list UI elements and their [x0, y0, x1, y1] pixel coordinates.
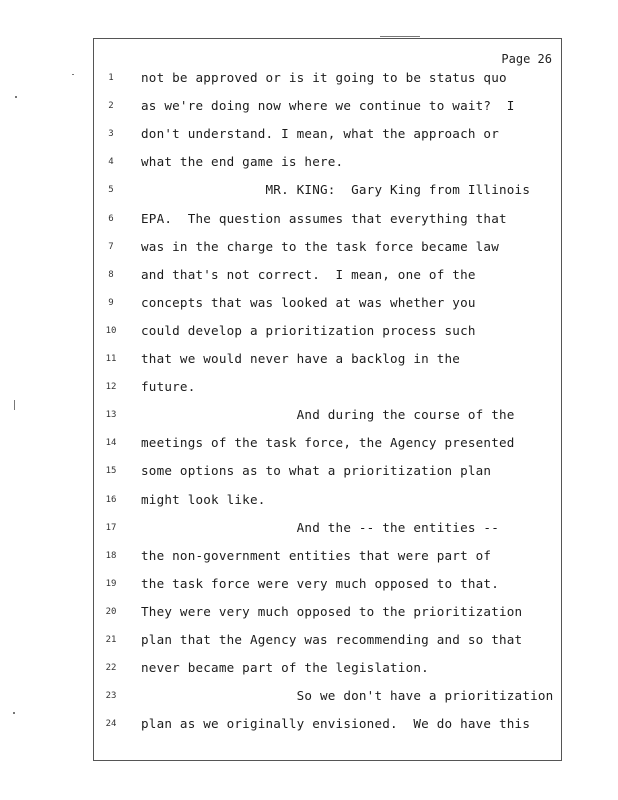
- transcript-line: [0, 656, 618, 684]
- line-number: 10: [105, 325, 117, 336]
- transcript-line: [0, 488, 618, 516]
- transcript-line: [0, 207, 618, 235]
- line-text: plan that the Agency was recommending and so that: [141, 632, 523, 647]
- transcript-line: [0, 66, 618, 94]
- line-number: 1: [108, 73, 114, 83]
- line-text: the non-government entities that were part of: [141, 547, 492, 563]
- line-text: not be approved or is it going to be status quo: [141, 70, 507, 85]
- transcript-line: [0, 150, 618, 178]
- line-number: 20: [105, 606, 117, 617]
- transcript-line: [0, 459, 618, 487]
- transcript-line: [0, 375, 618, 403]
- transcript-line: [0, 684, 618, 712]
- line-number: 24: [105, 719, 117, 730]
- line-text: some options as to what a prioritization plan: [141, 463, 492, 479]
- line-text: And the -- the entities --: [141, 519, 499, 535]
- transcript-line: [0, 347, 618, 375]
- line-number: 3: [108, 129, 114, 140]
- line-text: could develop a prioritization process such: [141, 322, 476, 338]
- page-number: Page 26: [501, 52, 552, 66]
- line-number: 13: [105, 410, 117, 421]
- line-number: 22: [105, 663, 117, 674]
- transcript-line: [0, 628, 618, 656]
- scan-speck: [14, 400, 15, 410]
- line-number: 4: [108, 157, 114, 168]
- line-text: concepts that was looked at was whether you: [141, 294, 476, 310]
- transcript-line: [0, 291, 618, 319]
- line-number: 5: [108, 185, 114, 196]
- transcript-line: [0, 516, 618, 544]
- line-text: MR. KING: Gary King from Illinois: [141, 182, 531, 198]
- line-number: 7: [108, 241, 114, 252]
- transcript-line: [0, 403, 618, 431]
- line-number: 12: [105, 382, 117, 393]
- line-text: And during the course of the: [141, 407, 515, 423]
- line-text: as we're doing now where we continue to wait? I: [141, 98, 515, 114]
- transcript-line: [0, 235, 618, 263]
- line-number: 23: [105, 691, 117, 702]
- line-text: and that's not correct. I mean, one of the: [141, 266, 476, 282]
- line-text: was in the charge to the task force became law: [141, 238, 499, 254]
- line-text: what the end game is here.: [141, 154, 344, 170]
- scan-speck: [13, 712, 15, 714]
- transcript-line: [0, 572, 618, 600]
- line-text: They were very much opposed to the prioritization: [141, 603, 523, 619]
- line-number: 8: [108, 269, 114, 280]
- line-text: that we would never have a backlog in the: [141, 351, 461, 366]
- transcript-line: [0, 431, 618, 459]
- transcript-line: [0, 544, 618, 572]
- transcript-line: [0, 263, 618, 291]
- line-text: the task force were very much opposed to that.: [141, 575, 499, 591]
- line-text: meetings of the task force, the Agency presented: [141, 435, 515, 451]
- line-text: So we don't have a prioritization: [141, 688, 554, 704]
- scan-speck: [15, 96, 17, 98]
- line-text: plan as we originally envisioned. We do have this: [141, 716, 531, 732]
- line-number: 11: [105, 354, 117, 364]
- line-text: EPA. The question assumes that everything that: [141, 210, 507, 226]
- line-number: 17: [105, 522, 117, 533]
- line-number: 16: [105, 494, 117, 505]
- transcript-line: [0, 122, 618, 150]
- line-number: 9: [108, 297, 114, 308]
- line-text: don't understand. I mean, what the approach or: [141, 126, 499, 142]
- transcript-line: [0, 600, 618, 628]
- transcript-line: [0, 319, 618, 347]
- scan-speck: [72, 74, 74, 75]
- line-number: 6: [108, 213, 114, 224]
- line-text: never became part of the legislation.: [141, 660, 429, 676]
- line-number: 19: [105, 578, 117, 589]
- transcript-line: [0, 94, 618, 122]
- line-number: 14: [105, 438, 117, 449]
- line-number: 21: [105, 635, 117, 645]
- scan-speck: [380, 36, 420, 37]
- transcript-line: [0, 178, 618, 206]
- line-number: 15: [105, 466, 117, 477]
- line-number: 18: [105, 550, 117, 561]
- line-number: 2: [108, 101, 114, 112]
- line-text: future.: [141, 379, 196, 395]
- transcript-line: [0, 712, 618, 740]
- line-text: might look like.: [141, 491, 266, 507]
